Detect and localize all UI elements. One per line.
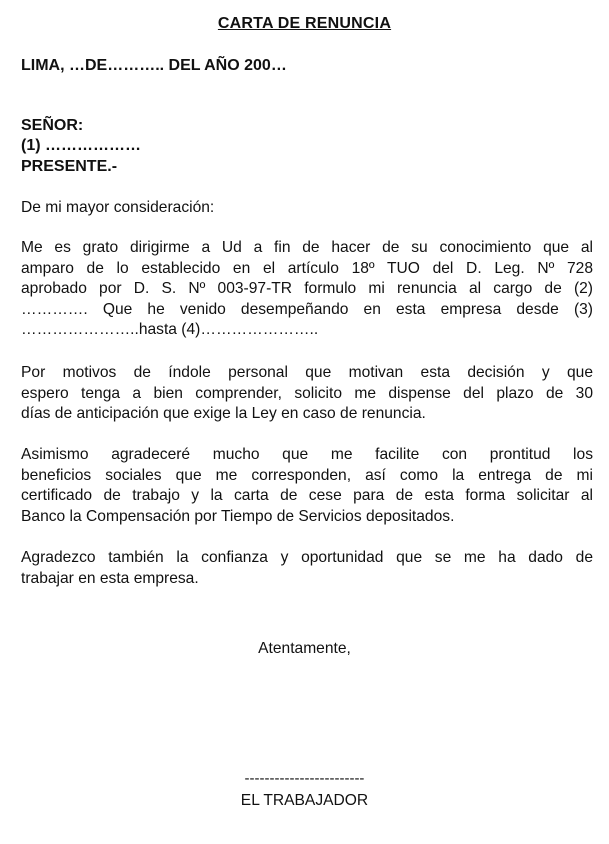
paragraph-3 (21, 445, 593, 527)
date-line: LIMA, …DE……….. DEL AÑO 200… (21, 57, 287, 74)
paragraph-line: beneficios sociales que me corresponden, así como la entrega de mi (21, 466, 593, 484)
paragraph-line: Me es grato dirigirme a Ud a fin de hacer de su conocimiento que al (21, 239, 593, 256)
closing: Atentamente, (258, 640, 351, 657)
paragraph-line: Banco la Compensación por Tiempo de Servicios depositados. (21, 507, 455, 525)
recipient-name-line: (1) ……………… (21, 137, 141, 154)
paragraph-line: amparo de lo establecido en el artículo 18º TUO del D. Leg. Nº 728 (21, 259, 593, 277)
paragraph-line: aprobado por D. S. Nº 003-97-TR formulo mi renuncia al cargo de (2) (21, 280, 593, 298)
paragraph-4 (21, 548, 593, 589)
paragraph-line: …………. Que he venido desempeñando en esta empresa desde (3) (21, 300, 593, 318)
recipient-salutation: SEÑOR: (21, 117, 84, 134)
paragraph-2 (21, 363, 593, 425)
greeting (21, 198, 593, 219)
paragraph-line: días de anticipación que exige la Ley en caso de renuncia. (21, 405, 426, 423)
paragraph-line: espero tenga a bien comprender, solicito me dispense del plazo de 30 (21, 384, 593, 402)
paragraph-line: Asimismo agradeceré mucho que me facilite con prontitud los (21, 446, 593, 463)
recipient-presente: PRESENTE.- (21, 158, 118, 175)
paragraph-line: trabajar en esta empresa. (21, 569, 199, 587)
paragraph-line: Agradezco también la confianza y oportunidad que se me ha dado de (21, 549, 593, 566)
paragraph-1 (21, 238, 593, 341)
signature-line: ------------------------ (244, 770, 365, 787)
paragraph-line: …………………..hasta (4)………………….. (21, 321, 319, 339)
document-title: CARTA DE RENUNCIA (217, 15, 392, 32)
signature-name: EL TRABAJADOR (240, 792, 369, 809)
paragraph-line: certificado de trabajo y la carta de cese para de esta forma solicitar al (21, 487, 593, 505)
greeting-text: De mi mayor consideración: (21, 199, 215, 216)
paragraph-line: Por motivos de índole personal que motivan esta decisión y que (21, 364, 593, 381)
